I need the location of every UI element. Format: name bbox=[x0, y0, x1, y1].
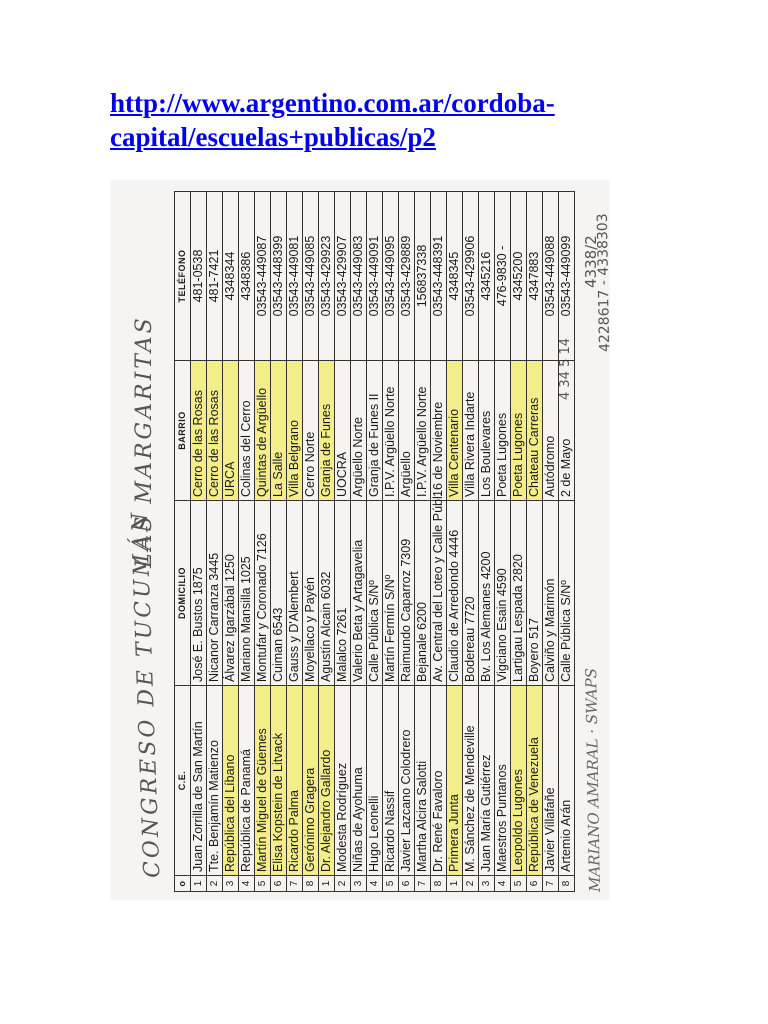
table-row bbox=[271, 192, 287, 892]
address-cell: Boyero 517 bbox=[527, 501, 543, 686]
address-cell: Bodereau 7720 bbox=[463, 501, 479, 686]
handwritten-title-congreso: CONGRESO DE TUCUMÁN bbox=[127, 509, 166, 879]
school-name-cell: Modesta Rodríguez bbox=[335, 686, 351, 876]
row-number-cell: 8 bbox=[431, 876, 447, 892]
row-number-cell: 5 bbox=[511, 876, 527, 892]
row-number-cell: 6 bbox=[399, 876, 415, 892]
address-cell: Calle Pública S/Nº bbox=[559, 501, 575, 686]
row-number-cell: 7 bbox=[415, 876, 431, 892]
address-cell: Lartigau Lespada 2820 bbox=[511, 501, 527, 686]
table-row bbox=[223, 192, 239, 892]
phone-cell: 4345200 bbox=[511, 192, 527, 361]
school-name-cell: Dr. René Favaloro bbox=[431, 686, 447, 876]
neighborhood-cell: Los Boulevares bbox=[479, 361, 495, 501]
table-row bbox=[447, 192, 463, 892]
neighborhood-cell: I.P.V. Argüello Norte bbox=[415, 361, 431, 501]
header-domicilio: DOMICILIO bbox=[175, 501, 191, 686]
handwritten-footer-note: MARIANO AMARAL · SWAPS bbox=[582, 667, 604, 893]
address-cell: Montufar y Coronado 7126 bbox=[255, 501, 271, 686]
school-name-cell: Niñas de Ayohuma bbox=[351, 686, 367, 876]
neighborhood-cell: Cerro de las Rosas bbox=[207, 361, 223, 501]
address-cell: Vigciano Esain 4590 bbox=[495, 501, 511, 686]
school-name-cell: Ricardo Palma bbox=[287, 686, 303, 876]
schools-table bbox=[174, 191, 575, 892]
table-row bbox=[351, 192, 367, 892]
address-cell: Bv. Los Alemanes 4200 bbox=[479, 501, 495, 686]
table-row bbox=[207, 192, 223, 892]
table-row bbox=[319, 192, 335, 892]
handwritten-title-margaritas: LAS MARGARITAS bbox=[132, 315, 157, 568]
phone-cell: 4347883 bbox=[527, 192, 543, 361]
address-cell: Agustín Alcain 6032 bbox=[319, 501, 335, 686]
phone-cell: 03543-449088 bbox=[543, 192, 559, 361]
address-cell: Nicanor Carranza 3445 bbox=[207, 501, 223, 686]
row-number-cell: 4 bbox=[367, 876, 383, 892]
handwritten-phone-note-3: 4228617 - 4338303 bbox=[594, 213, 614, 353]
row-number-cell: 6 bbox=[271, 876, 287, 892]
school-name-cell: República de Panamá bbox=[239, 686, 255, 876]
table-row bbox=[495, 192, 511, 892]
table-row bbox=[335, 192, 351, 892]
table-row bbox=[239, 192, 255, 892]
table-row bbox=[463, 192, 479, 892]
phone-cell: 156837338 bbox=[415, 192, 431, 361]
table-row bbox=[367, 192, 383, 892]
neighborhood-cell: Argüello bbox=[399, 361, 415, 501]
handwritten-phone-note-1: 4338/2 bbox=[582, 235, 600, 288]
school-name-cell: Tte. Benjamín Matienzo bbox=[207, 686, 223, 876]
phone-cell: 4348345 bbox=[447, 192, 463, 361]
row-number-cell: 5 bbox=[383, 876, 399, 892]
table-row bbox=[559, 192, 575, 892]
row-number-cell: 5 bbox=[255, 876, 271, 892]
school-name-cell: Primera Junta bbox=[447, 686, 463, 876]
neighborhood-cell: Villa Rivera Indarte bbox=[463, 361, 479, 501]
phone-cell: 4345216 bbox=[479, 192, 495, 361]
source-url-link[interactable]: http://www.argentino.com.ar/cordoba-capital/escuelas+publicas/p2 bbox=[110, 88, 555, 152]
school-name-cell: Juan María Gutiérrez bbox=[479, 686, 495, 876]
rotated-scan-content bbox=[110, 180, 614, 900]
phone-cell: 03543-448399 bbox=[271, 192, 287, 361]
neighborhood-cell: Poeta Lugones bbox=[495, 361, 511, 501]
table-header-row bbox=[175, 192, 191, 892]
row-number-cell: 1 bbox=[447, 876, 463, 892]
table-row bbox=[303, 192, 319, 892]
row-number-cell: 4 bbox=[239, 876, 255, 892]
table-row bbox=[431, 192, 447, 892]
table-row bbox=[543, 192, 559, 892]
address-cell: Álvarez Igarzábal 1250 bbox=[223, 501, 239, 686]
row-number-cell: 6 bbox=[527, 876, 543, 892]
row-number-cell: 3 bbox=[479, 876, 495, 892]
neighborhood-cell: Cerro Norte bbox=[303, 361, 319, 501]
address-cell: Claudio de Arredondo 4446 bbox=[447, 501, 463, 686]
phone-cell: 03543-449083 bbox=[351, 192, 367, 361]
table-row bbox=[255, 192, 271, 892]
neighborhood-cell: 16 de Noviembre bbox=[431, 361, 447, 501]
school-name-cell: Juan Zorrilla de San Martín bbox=[191, 686, 207, 876]
phone-cell: 481-0538 bbox=[191, 192, 207, 361]
row-number-cell: 3 bbox=[223, 876, 239, 892]
table-row bbox=[191, 192, 207, 892]
header-ce: C.E. bbox=[175, 686, 191, 876]
school-name-cell: Elisa Kopstein de Litvack bbox=[271, 686, 287, 876]
phone-cell: 03543-449095 bbox=[383, 192, 399, 361]
school-name-cell: Dr. Alejandro Gallardo bbox=[319, 686, 335, 876]
address-cell: Gauss y D'Alembert bbox=[287, 501, 303, 686]
header-barrio: BARRIO bbox=[175, 361, 191, 501]
phone-cell: 03543-449091 bbox=[367, 192, 383, 361]
row-number-cell: 1 bbox=[191, 876, 207, 892]
school-name-cell: Martín Miguel de Güemes bbox=[255, 686, 271, 876]
scanned-document-image bbox=[110, 180, 614, 900]
school-name-cell: Javier Villafañe bbox=[543, 686, 559, 876]
address-cell: Calviño y Marimón bbox=[543, 501, 559, 686]
row-number-cell: 8 bbox=[303, 876, 319, 892]
school-name-cell: Martha Alcira Salotti bbox=[415, 686, 431, 876]
school-name-cell: M. Sánchez de Mendeville bbox=[463, 686, 479, 876]
table-row bbox=[479, 192, 495, 892]
address-cell: Cuiman 6543 bbox=[271, 501, 287, 686]
school-name-cell: Javier Lazcano Colodrero bbox=[399, 686, 415, 876]
school-name-cell: República del Líbano bbox=[223, 686, 239, 876]
row-number-cell: 2 bbox=[207, 876, 223, 892]
row-number-cell: 3 bbox=[351, 876, 367, 892]
header-number: o bbox=[175, 876, 191, 892]
neighborhood-cell: Autódromo bbox=[543, 361, 559, 501]
row-number-cell: 2 bbox=[335, 876, 351, 892]
phone-cell: 03543-449099 bbox=[559, 192, 575, 361]
row-number-cell: 2 bbox=[463, 876, 479, 892]
school-name-cell: Ricardo Nassif bbox=[383, 686, 399, 876]
neighborhood-cell: Granja de Funes II bbox=[367, 361, 383, 501]
address-cell: Bejanale 6200 bbox=[415, 501, 431, 686]
school-name-cell: Artemio Arán bbox=[559, 686, 575, 876]
neighborhood-cell: La Salle bbox=[271, 361, 287, 501]
neighborhood-cell: I.P.V. Argüello Norte bbox=[383, 361, 399, 501]
neighborhood-cell: Villa Centenario bbox=[447, 361, 463, 501]
header-telefono: TELÉFONO bbox=[175, 192, 191, 361]
phone-cell: 03543-429889 bbox=[399, 192, 415, 361]
table-row bbox=[511, 192, 527, 892]
table-row bbox=[287, 192, 303, 892]
school-name-cell: Gerónimo Gragera bbox=[303, 686, 319, 876]
row-number-cell: 8 bbox=[559, 876, 575, 892]
address-cell: Av. Central del Loteo y Calle Públ. bbox=[431, 501, 447, 686]
neighborhood-cell: Granja de Funes bbox=[319, 361, 335, 501]
phone-cell: 4348386 bbox=[239, 192, 255, 361]
phone-cell: 476-9830 - bbox=[495, 192, 511, 361]
school-name-cell: Hugo Leonelli bbox=[367, 686, 383, 876]
phone-cell: 03543-449085 bbox=[303, 192, 319, 361]
table-row bbox=[399, 192, 415, 892]
phone-cell: 481-7421 bbox=[207, 192, 223, 361]
neighborhood-cell: Chateau Carreras bbox=[527, 361, 543, 501]
handwritten-phone-note-2: 4 34 5 14 bbox=[558, 337, 573, 400]
row-number-cell: 7 bbox=[287, 876, 303, 892]
address-cell: Raimundo Caparroz 7309 bbox=[399, 501, 415, 686]
neighborhood-cell: Villa Belgrano bbox=[287, 361, 303, 501]
table-row bbox=[527, 192, 543, 892]
school-name-cell: República de Venezuela bbox=[527, 686, 543, 876]
neighborhood-cell: Argüello Norte bbox=[351, 361, 367, 501]
address-cell: Martín Fermín S/Nº bbox=[383, 501, 399, 686]
school-name-cell: Leopoldo Lugones bbox=[511, 686, 527, 876]
address-cell: Calle Pública S/Nº bbox=[367, 501, 383, 686]
neighborhood-cell: 2 de Mayo bbox=[559, 361, 575, 501]
phone-cell: 4348344 bbox=[223, 192, 239, 361]
neighborhood-cell: URCA bbox=[223, 361, 239, 501]
phone-cell: 03543-449081 bbox=[287, 192, 303, 361]
school-name-cell: Maestros Puntanos bbox=[495, 686, 511, 876]
phone-cell: 03543-429907 bbox=[335, 192, 351, 361]
neighborhood-cell: Colinas del Cerro bbox=[239, 361, 255, 501]
neighborhood-cell: Poeta Lugones bbox=[511, 361, 527, 501]
phone-cell: 03543-449087 bbox=[255, 192, 271, 361]
address-cell: Valerio Beta y Artagavelia bbox=[351, 501, 367, 686]
address-cell: Moyellaco y Payén bbox=[303, 501, 319, 686]
phone-cell: 03543-429906 bbox=[463, 192, 479, 361]
row-number-cell: 4 bbox=[495, 876, 511, 892]
row-number-cell: 1 bbox=[319, 876, 335, 892]
table-row bbox=[415, 192, 431, 892]
phone-cell: 03543-448391 bbox=[431, 192, 447, 361]
address-cell: Mariano Mansilla 1025 bbox=[239, 501, 255, 686]
neighborhood-cell: Quintas de Argüello bbox=[255, 361, 271, 501]
address-cell: Malalco 7261 bbox=[335, 501, 351, 686]
neighborhood-cell: UOCRA bbox=[335, 361, 351, 501]
address-cell: José E. Bustos 1875 bbox=[191, 501, 207, 686]
row-number-cell: 7 bbox=[543, 876, 559, 892]
table-row bbox=[383, 192, 399, 892]
phone-cell: 03543-429923 bbox=[319, 192, 335, 361]
neighborhood-cell: Cerro de las Rosas bbox=[191, 361, 207, 501]
